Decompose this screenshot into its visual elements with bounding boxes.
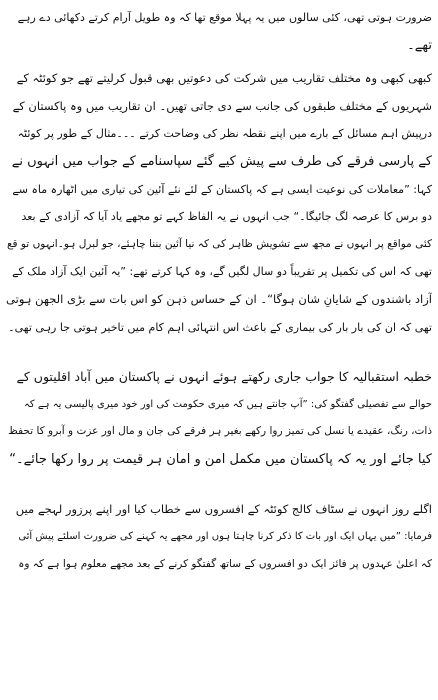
text-line: تھے۔ (407, 37, 432, 53)
paragraph-rest-continuation (6, 4, 432, 59)
text-line: دو برس کا عرصہ لگ جائیگا۔“ جب انہوں نے یہ الفاظ کہے تو مجھے یاد آیا کہ آزادی کے بعد (21, 210, 432, 224)
paragraph-staff-college (6, 496, 432, 579)
text-line: کئی مواقع پر انہوں نے مجھ سے تشویش ظاہر کی کہ نیا آئین بننا چاہئے، جو لبرل ہو۔انہوں تو قع (6, 237, 432, 250)
text-line: خطبہ استقبالیہ کا جواب جاری رکھتے ہوئے انہوں نے پاکستان میں آباد اقلیتوں کے (16, 369, 432, 385)
text-line: تھی کہ اس کی تکمیل پر تقریباً دو سال لگیں گے، وہ کہا کرتے تھے: ”یہ آئین ایک آزاد ملک کے (12, 265, 432, 279)
text-line: آزاد باشندوں کے شایانِ شان ہوگا“۔ ان کے حساس ذہن کو اس بات سے بڑی الجھن ہوتی (6, 291, 432, 306)
text-line: شہریوں کے مختلف طبقوں کی جانب سے دی جاتی تھیں۔ ان تقاریب میں وہ پاکستان کے (12, 98, 432, 113)
text-line: کہا: ”معاملات کی نوعیت ایسی ہے کہ پاکستان کے لئے نئے آئین کی تیاری میں اٹھارہ ماہ سے (12, 182, 432, 196)
text-line: ذات، رنگ، عقیدے یا نسل کی تمیز روا رکھے بغیر ہر فرقے کی جان و مال اور عزت و آبرو کا تحفظ (8, 425, 432, 438)
text-line: فرمایا: ”میں یہاں ایک اور بات کا ذکر کرنا چاہتا ہوں اور مجھے یہ کہنے کی ضرورت اسلئے پیش آئی (18, 531, 432, 543)
text-line: کے پارسی فرقے کی طرف سے پیش کیے گئے سپاسنامے کے جواب میں انہوں نے (11, 153, 432, 169)
text-line: کیا جائے اور یہ کہ پاکستان میں مکمل امن و امان ہر قیمت پر روا رکھا جائے۔“ (9, 451, 432, 467)
text-line: ضرورت ہوتی تھی، کئی سالوں میں یہ پہلا موقع تھا کہ وہ طویل آرام کرتے دکھائی دے رہے (17, 11, 432, 24)
text-line: اگلے روز انہوں نے سٹاف کالج کوئٹہ کے افسروں سے خطاب کیا اور اپنے پرزور لہجے میں (15, 501, 432, 516)
paragraph-minorities-speech (6, 363, 432, 473)
text-line: کہ اعلیٰ عہدوں پر فائز ایک دو افسروں کے ساتھ گفتگو کرنے کے بعد مجھے معلوم ہوا ہے کہ وہ (18, 557, 432, 570)
paragraph-quetta-events (6, 65, 432, 341)
text-line: حوالے سے تفصیلی گفتگو کی: ”آپ جانتے ہیں کہ میری حکومت کی اور خود میری پالیسی یہ ہے کہ (24, 398, 432, 410)
text-line: درپیش اہم مسائل کے بارے میں اپنے نقطہ نظر کی وضاحت کرتے ۔۔۔مثال کے طور پر کوئٹہ (17, 127, 432, 141)
text-line: کبھی کبھی وہ مختلف تقاریب میں شرکت کی دعوتیں بھی قبول کرلیتے تھے جو کوئٹہ کے (16, 71, 432, 86)
text-line: تھی کہ ان کی بار بار کی بیماری کے باعث اس انتہائی اہم کام میں تاخیر ہوتی جا رہی تھی۔ (8, 320, 432, 334)
